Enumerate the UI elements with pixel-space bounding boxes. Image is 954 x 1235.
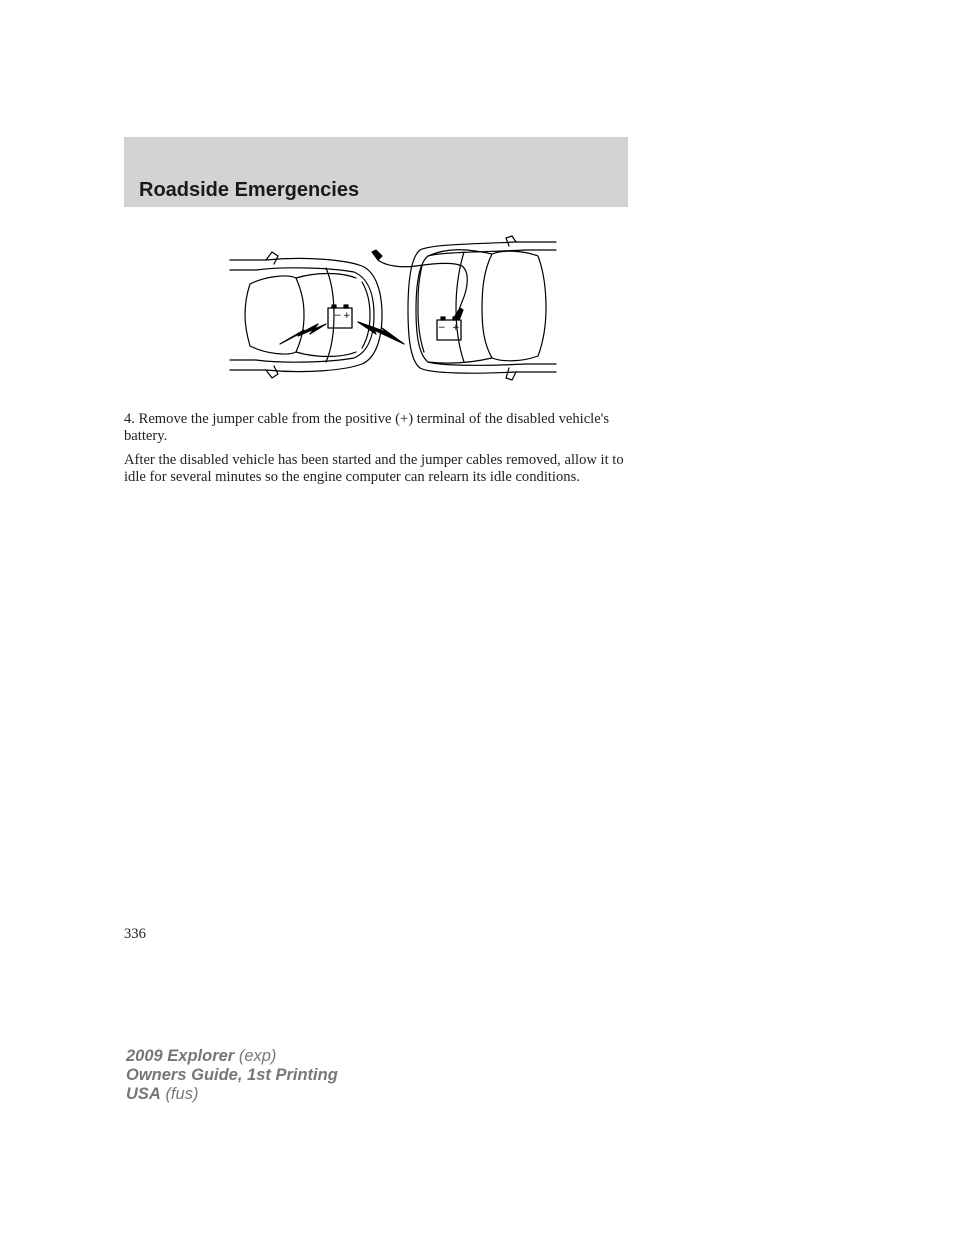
battery-plus-label: + — [343, 311, 351, 321]
footer-market: USA — [126, 1085, 161, 1103]
footer-market-code: (fus) — [165, 1085, 199, 1103]
battery-plus-label: + — [452, 323, 460, 333]
battery-minus-label: − — [438, 323, 446, 333]
jump-start-illustration — [226, 232, 562, 398]
footer-line-2 — [126, 1066, 338, 1085]
footer-model: 2009 Explorer — [126, 1047, 235, 1065]
footer-model-code: (exp) — [238, 1047, 277, 1065]
footer-printing: Owners Guide, 1st Printing — [126, 1066, 338, 1084]
section-header-band — [124, 137, 628, 207]
battery-minus-label: − — [334, 311, 342, 321]
footer-line-1 — [126, 1047, 338, 1066]
battery-icon — [437, 317, 461, 340]
jumper-cable-clamp-icon — [372, 250, 382, 260]
section-title: Roadside Emergencies — [139, 179, 360, 201]
battery-icon — [328, 305, 352, 328]
disabled-vehicle-outline — [408, 236, 556, 380]
instruction-step-4: 4. Remove the jumper cable from the positive (+) terminal of the disabled vehicle's battery. — [124, 411, 610, 444]
two-vehicles-diagram — [226, 232, 562, 398]
jumper-cable — [378, 260, 467, 318]
document-footer — [126, 1047, 338, 1104]
page-number: 336 — [124, 926, 146, 942]
instruction-paragraph: After the disabled vehicle has been started and the jumper cables removed, allow it to idle for several minutes so the engine computer can relearn its idle conditions. — [124, 452, 624, 485]
booster-vehicle-outline — [230, 252, 382, 378]
footer-line-3 — [126, 1085, 338, 1104]
